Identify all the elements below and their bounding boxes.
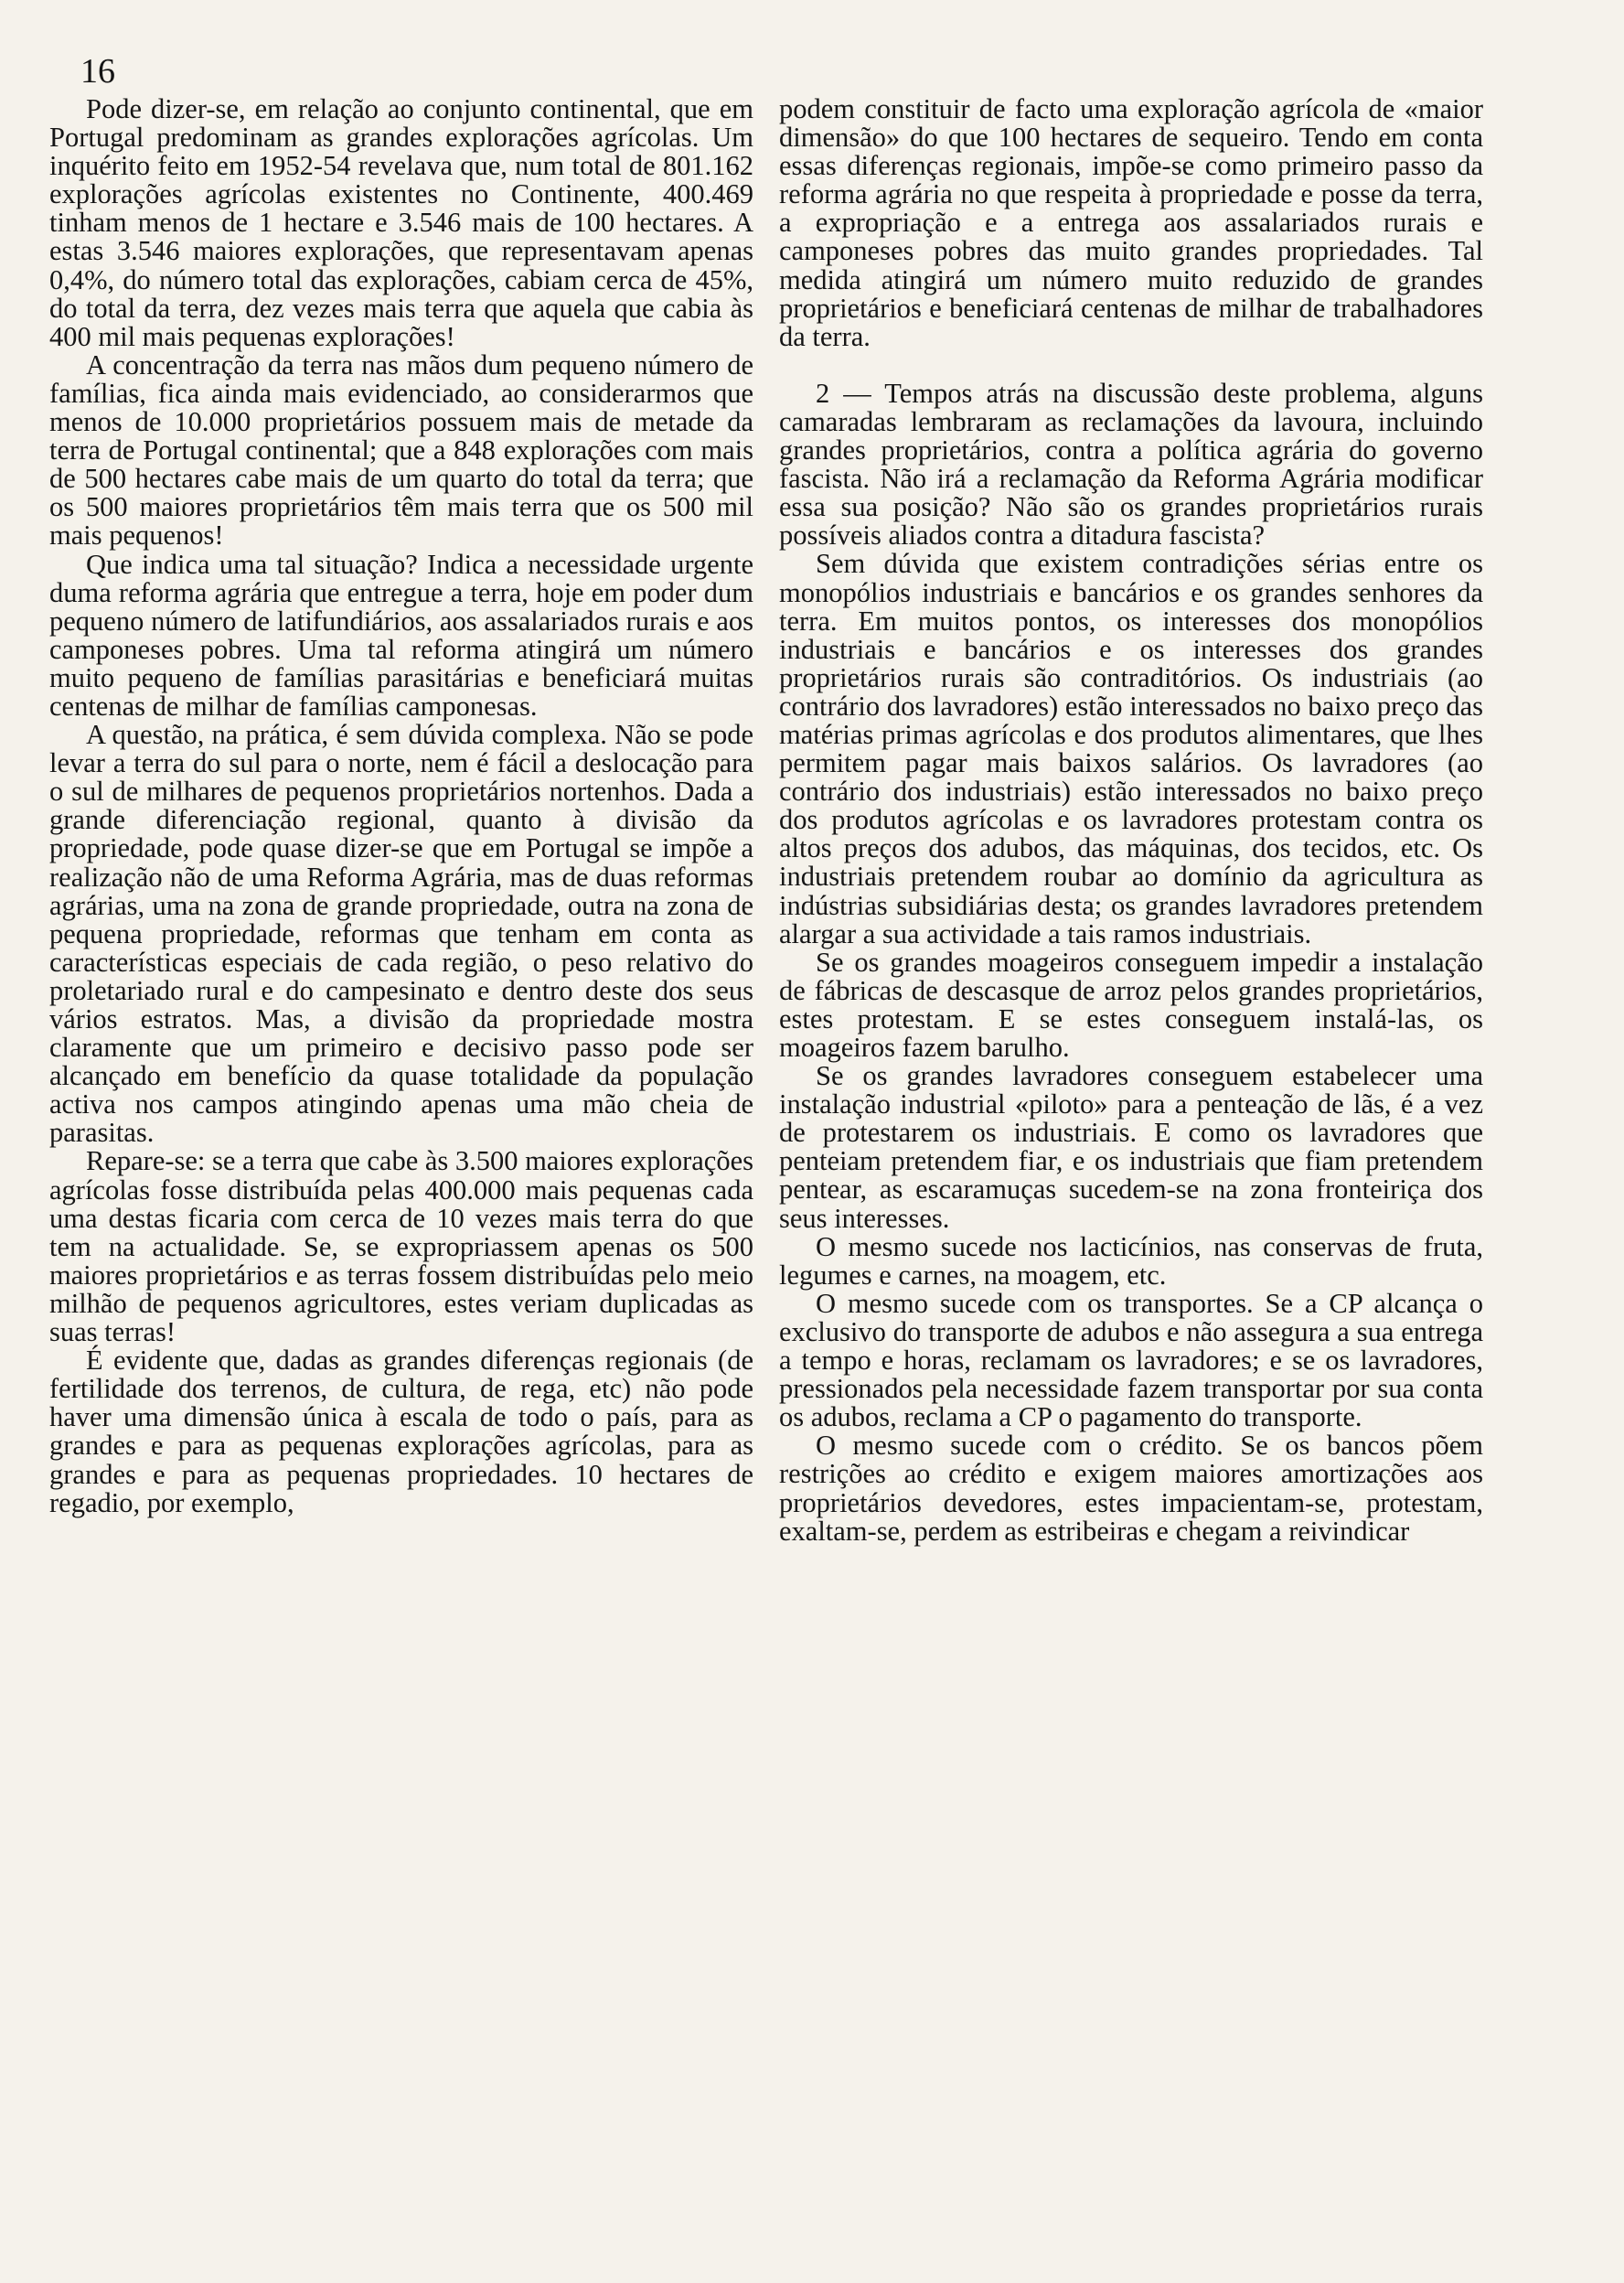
paragraph: É evidente que, dadas as grandes diferenças regionais (de fertilidade dos terrenos, de cultura, de rega, etc) não pode haver uma dimensão única à escala de todo o país, para as grandes e para as pequenas explorações agrícolas, para as grandes e para as pequenas propriedades. 10 hectares de regadio, por exemplo, — [49, 1345, 753, 1518]
paragraph: Se os grandes lavradores conseguem estabelecer uma instalação industrial «piloto» para a penteação de lãs, é a vez de protestarem os industriais. E como os lavradores que penteiam pretendem fiar, e os industriais que fiam pretendem pentear, as escaramuças sucedem-se na zona fronteiriça dos seus interesses. — [779, 1060, 1483, 1234]
paragraph: Repare-se: se a terra que cabe às 3.500 maiores explorações agrícolas fosse distribuída pelas 400.000 mais pequenas cada uma destas ficaria com cerca de 10 vezes mais terra do que tem na actualidade. Se, se expropriassem apenas os 500 maiores proprietários e as terras fossem distribuídas pelo meio milhão de pequenos agricultores, estes veriam duplicadas as suas terras! — [49, 1145, 753, 1348]
paragraph: O mesmo sucede com os transportes. Se a CP alcança o exclusivo do transporte de adubos e não assegura a sua entrega a tempo e horas, reclamam os lavradores; e se os lavradores, pressionados pela necessidade fazem transportar por sua conta os adubos, reclama a CP o pagamento do transporte. — [779, 1287, 1483, 1433]
paragraph: Se os grandes moageiros conseguem impedir a instalação de fábricas de descasque de arroz pelos grandes proprietários, estes protestam. E se estes conseguem instalá-las, os moageiros fazem barulho. — [779, 946, 1483, 1063]
paragraph: O mesmo sucede com o crédito. Se os bancos põem restrições ao crédito e exigem maiores amortizações aos proprietários devedores, estes impacientam-se, protestam, exaltam-se, perdem as estribeiras e chegam a reivindicar — [779, 1430, 1483, 1547]
paragraph: Pode dizer-se, em relação ao conjunto continental, que em Portugal predominam as grandes explorações agrícolas. Um inquérito feito em 1952-54 revelava que, num total de 801.162 explorações agrícolas existentes no Continente, 400.469 tinham menos de 1 hectare e 3.546 mais de 100 hectares. A estas 3.546 maiores explorações, que representavam apenas 0,4%, do número total das explorações, cabiam cerca de 45%, do total da terra, dez vezes mais terra que aquela que cabia às 400 mil mais pequenas explorações! — [49, 93, 753, 352]
right-column — [779, 95, 1483, 1546]
paragraph: Sem dúvida que existem contradições sérias entre os monopólios industriais e bancários e os grandes senhores da terra. Em muitos pontos, os interesses dos monopólios industriais e bancários e os interesses dos grandes proprietários rurais são contraditórios. Os industriais (ao contrário dos lavradores) estão interessados no baixo preço das matérias primas agrícolas e dos produtos alimentares, que lhes permitem pagar mais baixos salários. Os lavradores (ao contrário dos industriais) estão interessados no baixo preço dos produtos agrícolas e os lavradores protestam contra os altos preços dos adubos, das máquinas, dos tecidos, etc. Os industriais pretendem roubar ao domínio da agricultura as indústrias subsidiárias desta; os grandes lavradores pretendem alargar a sua actividade a tais ramos industriais. — [779, 548, 1483, 949]
paragraph: A concentração da terra nas mãos dum pequeno número de famílias, fica ainda mais evidenciado, ao considerarmos que menos de 10.000 proprietários possuem mais de metade da terra de Portugal continental; que a 848 explorações com mais de 500 hectares cabe mais de um quarto do total da terra; que os 500 maiores proprietários têm mais terra que os 500 mil mais pequenos! — [49, 348, 753, 552]
paragraph: Que indica uma tal situação? Indica a necessidade urgente duma reforma agrária que entregue a terra, hoje em poder dum pequeno número de latifundiários, aos assalariados rurais e aos camponeses pobres. Uma tal reforma atingirá um número muito pequeno de famílias parasitárias e beneficiará muitas centenas de milhar de famílias camponesas. — [49, 548, 753, 722]
paragraph: 2 — Tempos atrás na discussão deste problema, alguns camaradas lembraram as reclamações da lavoura, incluindo grandes proprietários, contra a política agrária do governo fascista. Não irá a reclamação da Reforma Agrária modificar essa sua posição? Não são os grandes proprietários rurais possíveis aliados contra a ditadura fascista? — [779, 377, 1483, 552]
page-number: 16 — [80, 52, 115, 91]
paragraph: podem constituir de facto uma exploração agrícola de «maior dimensão» do que 100 hectares de sequeiro. Tendo em conta essas diferenças regionais, impõe-se como primeiro passo da reforma agrária no que respeita à propriedade e posse da terra, a expropriação e a entrega aos assalariados rurais e camponeses pobres das muito grandes propriedades. Tal medida atingirá um número muito reduzido de grandes proprietários e beneficiará centenas de milhar de trabalhadores da terra. — [779, 93, 1483, 352]
left-column — [49, 95, 753, 1517]
paragraph: O mesmo sucede nos lacticínios, nas conservas de fruta, legumes e carnes, na moagem, etc. — [779, 1230, 1483, 1291]
paragraph: A questão, na prática, é sem dúvida complexa. Não se pode levar a terra do sul para o norte, nem é fácil a deslocação para o sul de milhares de pequenos proprietários nortenhos. Dada a grande diferenciação regional, quanto à divisão da propriedade, pode quase dizer-se que em Portugal se impõe a realização não de uma Reforma Agrária, mas de duas reformas agrárias, uma na zona de grande propriedade, outra na zona de pequena propriedade, reformas que tenham em conta as características especiais de cada região, o peso relativo do proletariado rural e do campesinato e dentro deste dos seus vários estratos. Mas, a divisão da propriedade mostra claramente que um primeiro e decisivo passo pode ser alcançado em benefício da quase totalidade da população activa nos campos atingindo apenas uma mão cheia de parasitas. — [49, 719, 753, 1149]
